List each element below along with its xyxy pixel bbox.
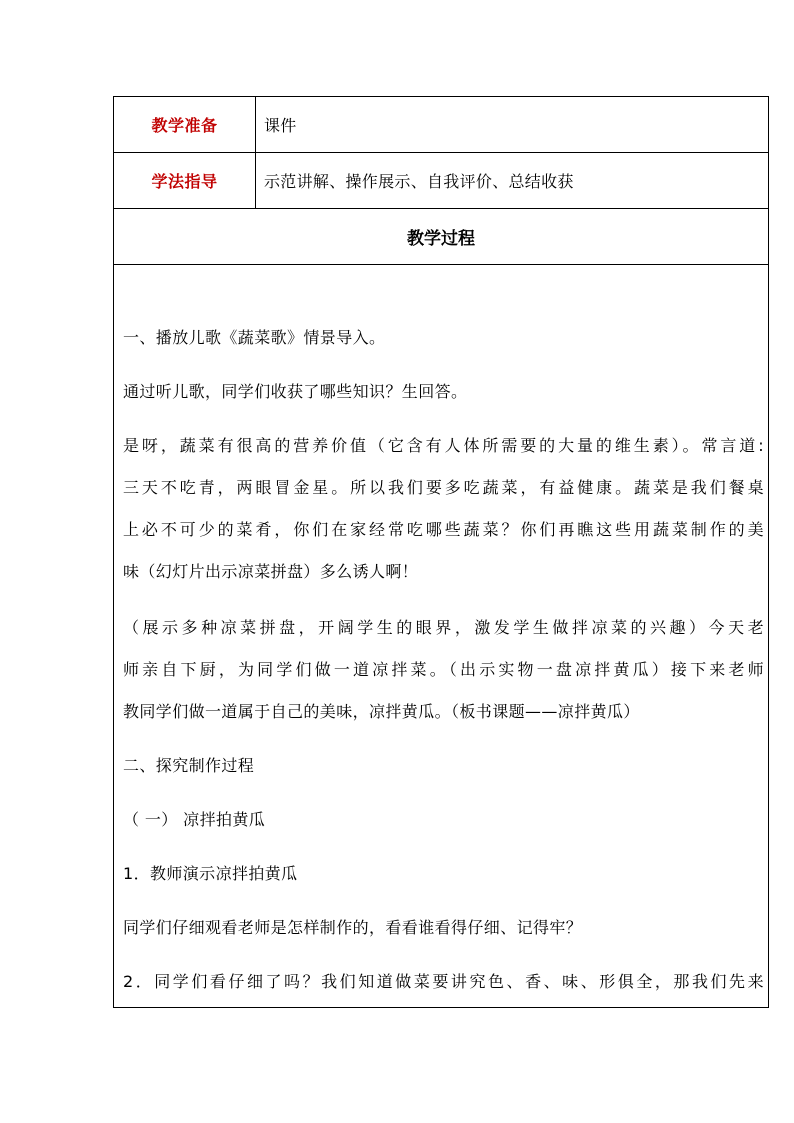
content-line: 上必不可少的菜肴，你们在家经常吃哪些蔬菜？你们再瞧这些用蔬菜制作的美 bbox=[123, 520, 764, 539]
content-line: （ 一） 凉拌拍黄瓜 bbox=[123, 810, 266, 829]
content-line: （展示多种凉菜拼盘，开阔学生的眼界，激发学生做拌凉菜的兴趣）今天老 bbox=[123, 618, 764, 637]
table-row-preparation bbox=[114, 97, 768, 153]
content-line: 一、播放儿歌《蔬菜歌》情景导入。 bbox=[123, 328, 386, 347]
process-content bbox=[123, 265, 764, 1007]
study-guide-label: 学法指导 bbox=[114, 153, 256, 208]
content-line: 2．同学们看仔细了吗？我们知道做菜要讲究色、香、味、形俱全，那我们先来 bbox=[123, 972, 764, 991]
content-line: 三天不吃青，两眼冒金星。所以我们要多吃蔬菜，有益健康。蔬菜是我们餐桌 bbox=[123, 478, 764, 497]
table-row-process-header bbox=[114, 209, 768, 265]
table-row-study-guide bbox=[114, 153, 768, 209]
lesson-plan-table bbox=[113, 96, 769, 1008]
content-line: 是呀，蔬菜有很高的营养价值（它含有人体所需要的大量的维生素）。常言道: bbox=[123, 436, 764, 455]
content-line: 二、探究制作过程 bbox=[123, 756, 255, 775]
preparation-value: 课件 bbox=[264, 116, 297, 135]
content-line: 教同学们做一道属于自己的美味，凉拌黄瓜。（板书课题——凉拌黄瓜） bbox=[123, 702, 640, 721]
process-title: 教学过程 bbox=[407, 229, 475, 249]
content-line: 同学们仔细观看老师是怎样制作的，看看谁看得仔细、记得牢？ bbox=[123, 918, 583, 937]
preparation-label: 教学准备 bbox=[114, 97, 256, 152]
study-guide-value: 示范讲解、操作展示、自我评价、总结收获 bbox=[264, 172, 574, 191]
content-line: 味（幻灯片出示凉菜拼盘）多么诱人啊！ bbox=[123, 562, 419, 581]
content-line: 通过听儿歌，同学们收获了哪些知识？生回答。 bbox=[123, 382, 468, 401]
content-line: 师亲自下厨，为同学们做一道凉拌菜。（出示实物一盘凉拌黄瓜）接下来老师 bbox=[123, 660, 764, 679]
content-line: 1．教师演示凉拌拍黄瓜 bbox=[123, 864, 298, 883]
